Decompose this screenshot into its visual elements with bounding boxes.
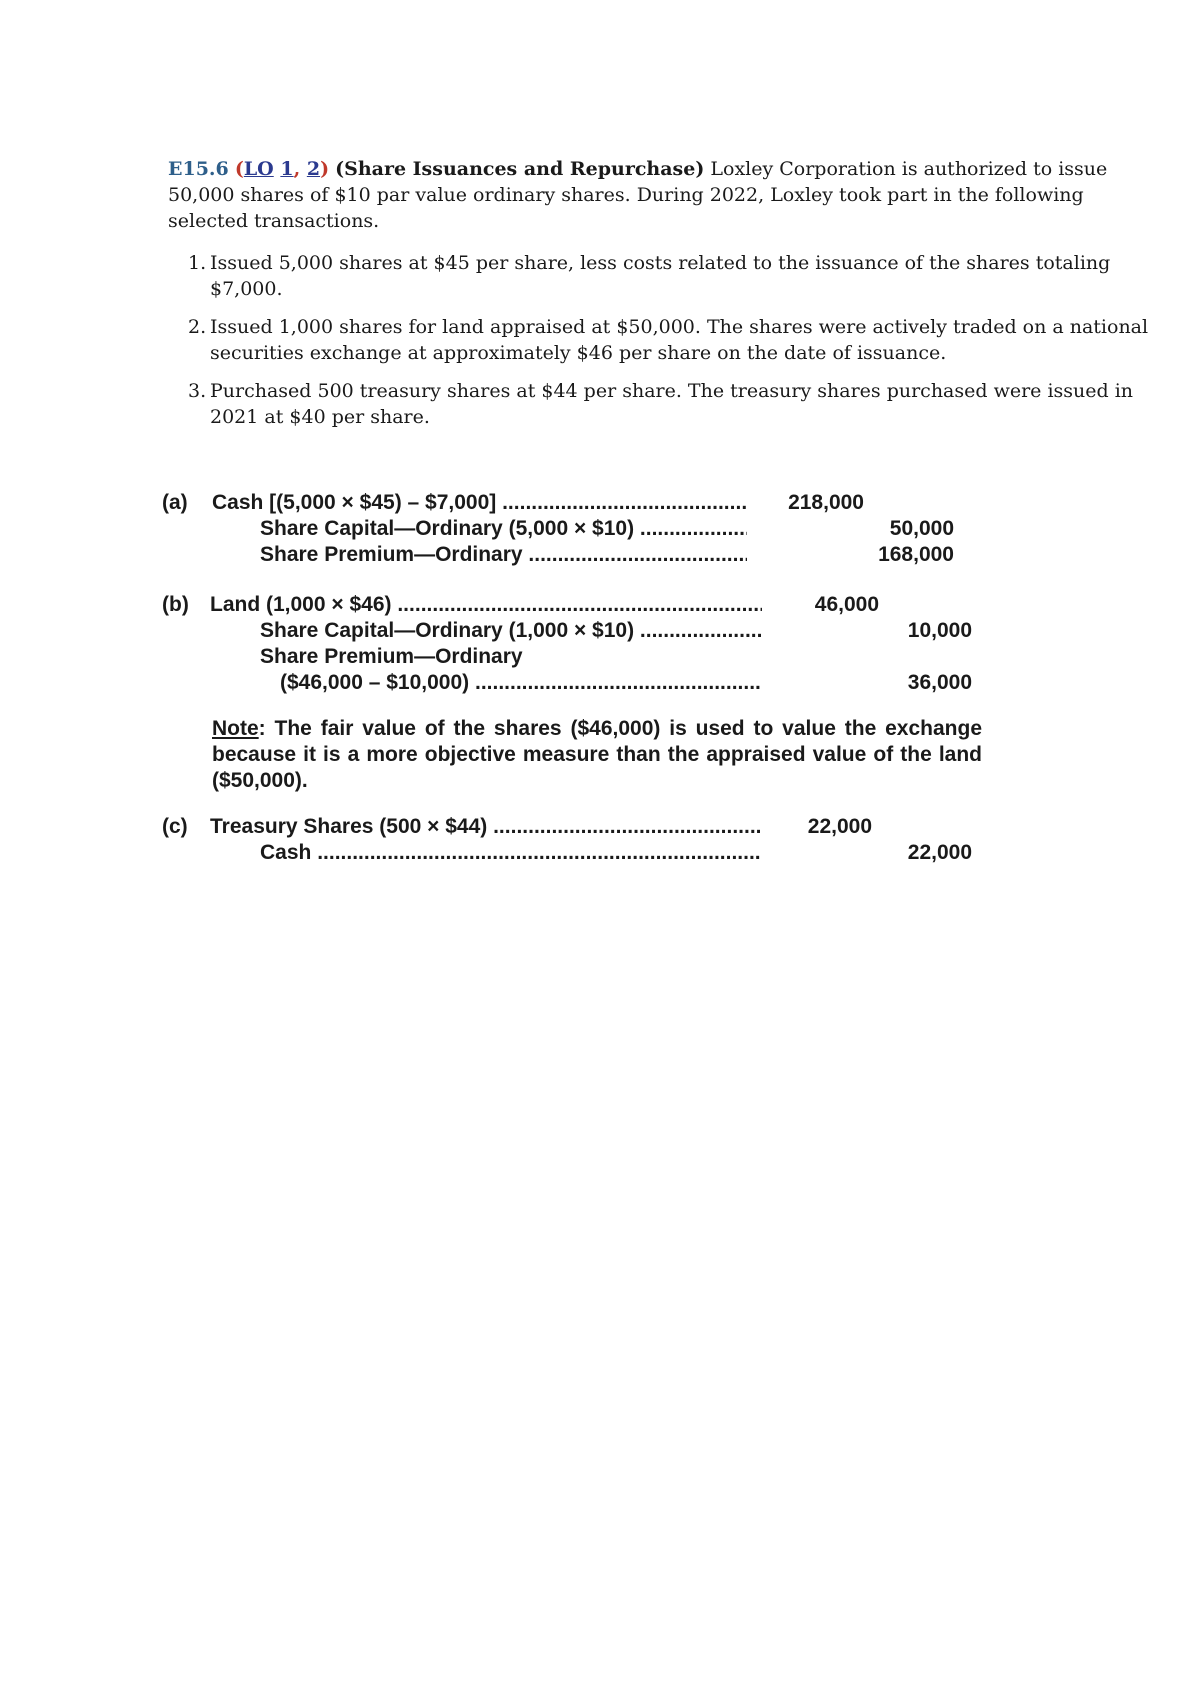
entry-b xyxy=(162,592,1012,696)
note-text: : The fair value of the shares ($46,000) is used to value the exchange because it is a more objective measure than the appraised value of the land ($50,000). xyxy=(212,717,982,792)
problem-statement xyxy=(168,156,1158,442)
credit-account-detail: ($46,000 – $10,000) ..... xyxy=(280,670,762,696)
entry-a xyxy=(162,490,1012,568)
journal-entries xyxy=(162,490,1012,866)
lo-2-link[interactable]: 2 xyxy=(306,158,321,180)
problem-intro xyxy=(168,156,1158,234)
entry-label: (c) xyxy=(162,815,188,838)
debit-amount: 22,000 xyxy=(807,815,872,838)
debit-amount: 218,000 xyxy=(788,491,864,514)
credit-account: Share Premium—Ordinary xyxy=(260,645,523,668)
credit-account: Share Premium—Ordinary ..... xyxy=(260,542,747,568)
exercise-topic: (Share Issuances and Repurchase) xyxy=(335,158,705,180)
entry-c xyxy=(162,814,1012,866)
lo-1-link[interactable]: 1 xyxy=(280,158,294,180)
credit-amount: 168,000 xyxy=(878,543,954,566)
exercise-code: E15.6 xyxy=(168,158,229,180)
debit-amount: 46,000 xyxy=(814,593,879,616)
entry-label: (a) xyxy=(162,491,188,514)
debit-account: Cash [(5,000 × $45) – $7,000] ..... xyxy=(212,490,747,516)
credit-amount: 36,000 xyxy=(907,671,972,694)
credit-account: Cash ..... xyxy=(260,840,762,866)
credit-account: Share Capital—Ordinary (1,000 × $10) ..... xyxy=(260,618,762,644)
credit-amount: 50,000 xyxy=(889,517,954,540)
list-item: 2. Issued 1,000 shares for land appraised at $50,000. The shares were actively traded on a national securities exchange at approximately $46 per share on the date of issuance. xyxy=(188,316,1149,364)
list-item: 1. Issued 5,000 shares at $45 per share, less costs related to the issuance of the shares totaling $7,000. xyxy=(188,252,1111,300)
entry-label: (b) xyxy=(162,593,189,616)
debit-account: Land (1,000 × $46) ..... xyxy=(210,592,762,618)
credit-amount: 10,000 xyxy=(907,619,972,642)
lo-link[interactable]: LO xyxy=(243,158,274,180)
list-item: 3. Purchased 500 treasury shares at $44 per share. The treasury shares purchased were issued in 2021 at $40 per share. xyxy=(188,380,1134,428)
note-label: Note xyxy=(212,717,259,740)
learning-objectives: (LO 1, 2) xyxy=(234,158,330,180)
credit-account: Share Capital—Ordinary (5,000 × $10) ..... xyxy=(260,516,747,542)
note xyxy=(212,716,982,794)
transaction-list xyxy=(168,250,1158,430)
intro-text: Loxley Corporation is authorized to issue 50,000 shares of $10 par value ordinary shares. During 2022, Loxley took part in the following selected transactions. xyxy=(168,158,1108,232)
credit-amount: 22,000 xyxy=(907,841,972,864)
debit-account: Treasury Shares (500 × $44) ..... xyxy=(210,814,762,840)
